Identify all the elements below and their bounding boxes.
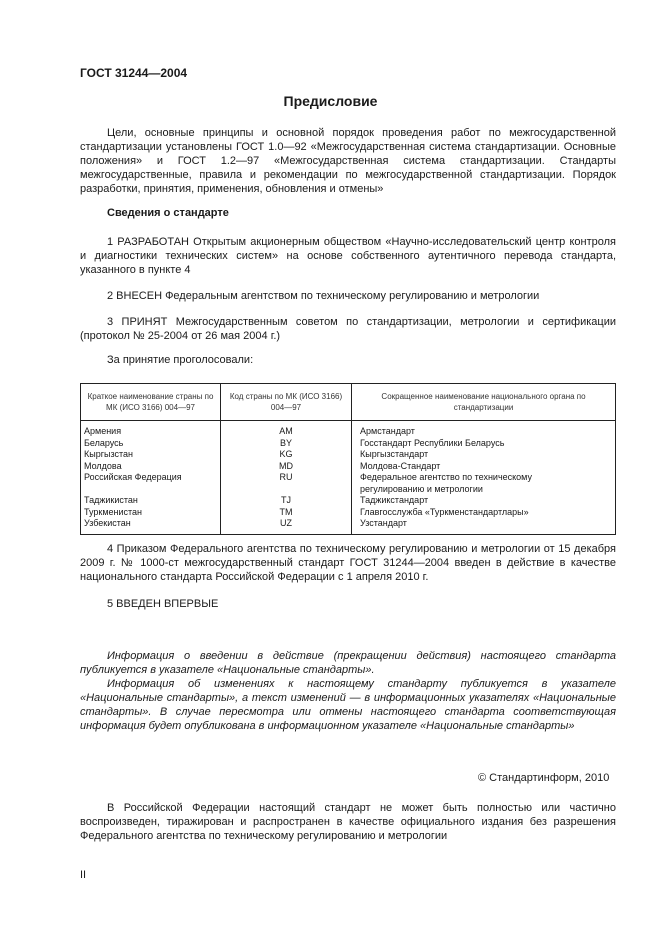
table-row — [81, 449, 616, 461]
copyright: © Стандартинформ, 2010 — [478, 772, 610, 784]
item-3: 3 ПРИНЯТ Межгосударственным советом по стандартизации, метрологии и сертификации (протокол № 25-2004 от 26 мая 2004 г.) — [80, 316, 616, 342]
country-code: KG — [221, 449, 352, 461]
info-paragraph-2: Информация об изменениях к настоящему стандарту публикуется в указателе «Национальные стандарты», а текст изменений — в информационных указателях «Национальные стандарты». В случае пересмотра или отмены настоящего стандарта соответствующая информация будет опубликована в информационном указателе «Национальные стандарты» — [80, 678, 616, 732]
table-row — [81, 461, 616, 473]
vote-label: За принятие проголосовали: — [107, 354, 254, 366]
country-code: MD — [221, 461, 352, 473]
country-name: Туркменистан — [81, 507, 221, 519]
item-4: 4 Приказом Федерального агентства по техническому регулированию и метрологии от 15 декабря 2009 г. № 1000-ст межгосударственный стандарт ГОСТ 31244—2004 введен в действие в качестве национального стандарта Российской Федерации с 1 апреля 2010 г. — [80, 543, 616, 583]
subsection-title: Сведения о стандарте — [107, 207, 229, 219]
table-header-row — [81, 384, 616, 421]
info-paragraph-1: Информация о введении в действие (прекращении действия) настоящего стандарта публикуется в указателе «Национальные стандарты». — [80, 650, 616, 676]
table-row — [81, 472, 616, 495]
standards-body: Главгосслужба «Туркменстандартлары» — [352, 507, 616, 519]
document-header: ГОСТ 31244—2004 — [80, 66, 188, 80]
header-country-code: Код страны по МК (ИСО 3166) 004—97 — [221, 384, 352, 421]
country-code: UZ — [221, 518, 352, 534]
item-1: 1 РАЗРАБОТАН Открытым акционерным обществом «Научно-исследовательский центр контроля и диагностики технических систем» на основе собственного аутентичного перевода стандарта, указанного в пункте 4 — [80, 236, 616, 276]
table-row — [81, 507, 616, 519]
country-code: BY — [221, 438, 352, 450]
table-row — [81, 495, 616, 507]
states-table — [80, 383, 616, 535]
standards-body: Армстандарт — [352, 421, 616, 438]
country-name: Российская Федерация — [81, 472, 221, 495]
table-row — [81, 421, 616, 438]
intro-paragraph: Цели, основные принципы и основной порядок проведения работ по межгосударственной стандартизации установлены ГОСТ 1.0—92 «Межгосударственная система стандартизации. Основные положения» и ГОСТ 1.2—97 «Межгосударственная система стандартизации. Стандарты межгосударственные, правила и рекомендации по межгосударственной стандартизации. Порядок разработки, принятия, применения, обновления и отмены» — [80, 127, 616, 195]
country-name: Кыргызстан — [81, 449, 221, 461]
standards-body: Молдова-Стандарт — [352, 461, 616, 473]
item-5: 5 ВВЕДЕН ВПЕРВЫЕ — [107, 598, 219, 610]
standards-body: Узстандарт — [352, 518, 616, 534]
country-code: TM — [221, 507, 352, 519]
country-name: Молдова — [81, 461, 221, 473]
standards-body: Госстандарт Республики Беларусь — [352, 438, 616, 450]
country-name: Узбекистан — [81, 518, 221, 534]
table-row — [81, 518, 616, 534]
section-title: Предисловие — [283, 93, 378, 109]
country-name: Армения — [81, 421, 221, 438]
standards-body: Таджикстандарт — [352, 495, 616, 507]
item-2: 2 ВНЕСЕН Федеральным агентством по техническому регулированию и метрологии — [107, 290, 540, 302]
standards-body: Федеральное агентство по техническому регулированию и метрологии — [352, 472, 616, 495]
country-code: AM — [221, 421, 352, 438]
standards-body: Кыргызстандарт — [352, 449, 616, 461]
header-country-name: Краткое наименование страны по МК (ИСО 3166) 004—97 — [81, 384, 221, 421]
page-number: II — [80, 869, 87, 881]
country-code: RU — [221, 472, 352, 495]
reproduction-notice: В Российской Федерации настоящий стандарт не может быть полностью или частично воспроизведен, тиражирован и распространен в качестве официального издания без разрешения Федерального агентства по техническому регулированию и метрологии — [80, 802, 616, 842]
country-code: TJ — [221, 495, 352, 507]
country-name: Таджикистан — [81, 495, 221, 507]
header-standards-body: Сокращенное наименование национального органа по стандартизации — [352, 384, 616, 421]
country-name: Беларусь — [81, 438, 221, 450]
table-row — [81, 438, 616, 450]
